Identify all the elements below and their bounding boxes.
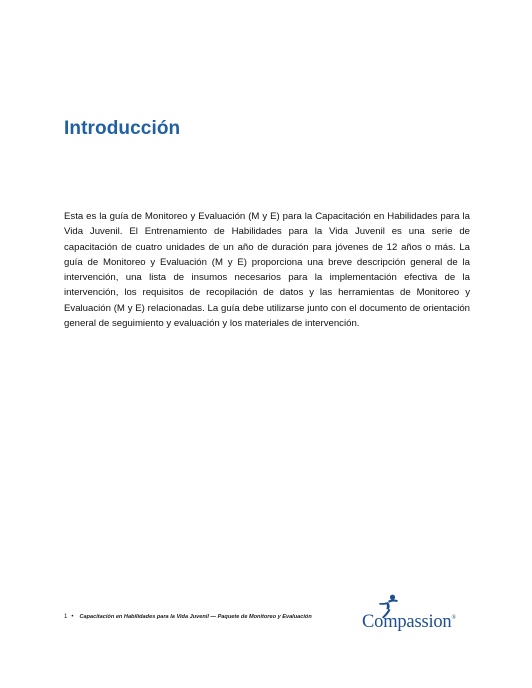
intro-paragraph: Esta es la guía de Monitoreo y Evaluación (M y E) para la Capacitación en Habilidades para la Vida Juvenil. El Entrenamiento de Habilidades para la Vida Juvenil es una serie de capacitación de cuatro unidades de un año de duración para jóvenes de 12 años o más. La guía de Monitoreo y Evaluación (M y E) proporciona una breve descripción general de la intervención, una lista de insumos necesarios para la implementación efectiva de la intervención, los requisitos de recopilación de datos y las herramientas de Monitoreo y Evaluación (M y E) relacionadas. La guía debe utilizarse junto con el documento de orientación general de seguimiento y evaluación y los materiales de intervención. <box>64 211 470 330</box>
footer-title: Capacitación en Habilidades para la Vida Juvenil — Paquete de Monitoreo y Evaluación <box>79 614 312 620</box>
page-footer <box>64 614 312 620</box>
section-heading: Introducción <box>64 118 181 139</box>
footer-bullet: • <box>71 614 74 620</box>
compassion-logo <box>362 594 466 634</box>
page-number: 1 <box>64 614 68 620</box>
logo-wordmark: Compassion® <box>362 612 456 632</box>
